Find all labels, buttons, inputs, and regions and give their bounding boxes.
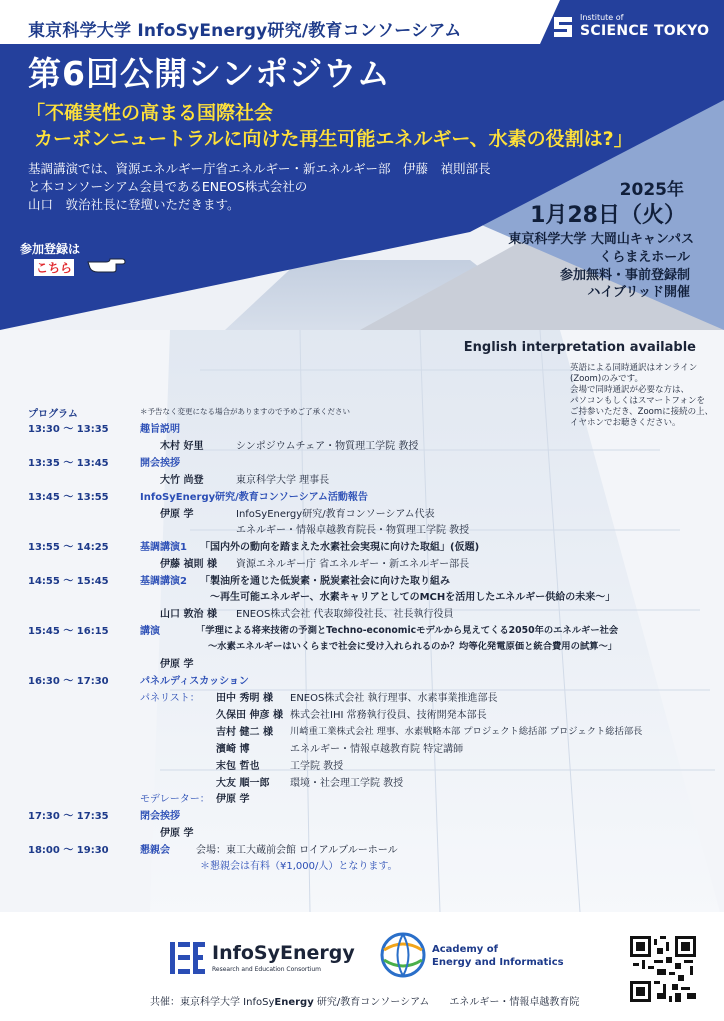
english-note-line: (Zoom)のみです。 bbox=[570, 374, 643, 384]
program-time: 18:00 ～ 19:30 bbox=[28, 845, 109, 856]
speaker-name: 伊藤 禎則 様 bbox=[160, 559, 217, 570]
venue-hall: くらまえホール bbox=[599, 250, 690, 265]
program-title: 懇親会 bbox=[140, 845, 170, 856]
program-time: 13:45 ～ 13:55 bbox=[28, 492, 109, 503]
event-date: 1月28日（火） bbox=[530, 203, 686, 228]
speaker-name: 伊原 学 bbox=[160, 659, 194, 670]
academy-logo bbox=[378, 930, 578, 980]
logo-big-text: SCIENCE TOKYO bbox=[580, 23, 710, 39]
program-time: 16:30 ～ 17:30 bbox=[28, 676, 109, 687]
talk-subtitle: ～水素エネルギーはいくらまで社会に受け入れられるのか？均等化発電原価と統合費用の試算～」 bbox=[208, 641, 618, 652]
program-time: 17:30 ～ 17:35 bbox=[28, 811, 109, 822]
panelist-affiliation: 株式会社IHI 常務執行役員、技術開発本部長 bbox=[290, 710, 487, 721]
talk-title: 「学理による将来技術の予測とTechno-economicモデルから見えてくる2050年のエネルギー社会 bbox=[196, 625, 619, 636]
program-time: 13:30 ～ 13:35 bbox=[28, 424, 109, 435]
theme-line-1: 「不確実性の高まる国際社会 bbox=[26, 102, 274, 124]
science-tokyo-mark-icon bbox=[552, 13, 574, 41]
talk-title: 「国内外の動向を踏まえた水素社会実現に向けた取組」(仮題) bbox=[200, 542, 480, 553]
registration-link[interactable] bbox=[20, 240, 130, 280]
venue-campus: 東京科学大学 大岡山キャンパス bbox=[508, 232, 694, 247]
event-year: 2025年 bbox=[619, 180, 684, 200]
theme-line-2: カーボンニュートラルに向けた再生可能エネルギー、水素の役割は?」 bbox=[34, 128, 633, 150]
admission-info: 参加無料・事前登録制 bbox=[559, 268, 690, 283]
speaker-name: 伊原 学 bbox=[160, 509, 194, 520]
panelist-affiliation: 工学院 教授 bbox=[290, 761, 344, 772]
cohost-bold: Energy bbox=[274, 997, 314, 1008]
program-title: 講演 bbox=[140, 626, 160, 637]
panelist-affiliation: エネルギー・情報卓越教育院 特定講師 bbox=[290, 744, 464, 755]
academy-globe-icon bbox=[378, 930, 428, 980]
panelist-name: 田中 秀明 様 bbox=[216, 693, 273, 704]
program-title: 閉会挨拶 bbox=[140, 811, 180, 822]
science-tokyo-logo bbox=[552, 10, 712, 44]
program-title: パネルディスカッション bbox=[140, 676, 249, 687]
intro-line-2: と本コンソーシアム会員であるENEOS株式会社の bbox=[28, 179, 308, 194]
academy-line-1: Academy of bbox=[432, 944, 498, 955]
talk-subtitle: ～再生可能エネルギー、水素キャリアとしてのMCHを活用したエネルギー供給の未来～」 bbox=[210, 592, 616, 603]
panelist-name: 末包 哲也 bbox=[216, 761, 260, 772]
talk-title: 「製油所を通じた低炭素・脱炭素社会に向けた取り組み bbox=[200, 576, 450, 587]
speaker-name: 伊原 学 bbox=[160, 828, 194, 839]
english-note-line: パソコンもしくはスマートフォンを bbox=[570, 396, 705, 406]
speaker-affiliation: ENEOS株式会社 代表取締役社長、社長執行役員 bbox=[236, 609, 454, 620]
panelist-label: パネリスト： bbox=[140, 693, 200, 704]
speaker-affiliation: InfoSyEnergy研究/教育コンソーシアム代表 bbox=[236, 509, 435, 520]
panelist-affiliation: 環境・社会理工学院 教授 bbox=[290, 778, 404, 789]
organizer-line: 東京科学大学 InfoSyEnergy研究/教育コンソーシアム bbox=[28, 21, 462, 41]
panelist-name: 吉村 健二 様 bbox=[216, 727, 273, 738]
speaker-affiliation: シンポジウムチェア・物質理工学院 教授 bbox=[236, 441, 419, 452]
speaker-affiliation: エネルギー・情報卓越教育院長・物質理工学院 教授 bbox=[236, 525, 470, 536]
registration-label: 参加登録は bbox=[20, 242, 81, 256]
speaker-name: 山口 敦治 様 bbox=[160, 609, 217, 620]
english-note-line: イヤホンでお聴きください。 bbox=[570, 418, 681, 428]
english-note-line: 会場で同時通訳が必要な方は、 bbox=[570, 385, 690, 395]
qr-code-icon[interactable] bbox=[630, 936, 696, 1002]
speaker-name: 大竹 尚登 bbox=[160, 475, 204, 486]
panelist-name: 久保田 伸彦 様 bbox=[216, 710, 283, 721]
moderator-name: 伊原 学 bbox=[216, 794, 250, 805]
speaker-name: 木村 好里 bbox=[160, 441, 204, 452]
pointing-hand-icon bbox=[86, 250, 126, 274]
program-time: 13:55 ～ 14:25 bbox=[28, 542, 109, 553]
program-note: ＊予告なく変更になる場合がありますので予めご了承ください bbox=[140, 407, 350, 416]
cohost-rest: 研究/教育コンソーシアム エネルギー・情報卓越教育院 bbox=[313, 997, 580, 1008]
cohost-prefix: 共催：東京科学大学 InfoSy bbox=[150, 997, 275, 1008]
intro-line-1: 基調講演では、資源エネルギー庁省エネルギー・新エネルギー部 伊藤 禎則部長 bbox=[28, 161, 491, 176]
program-title: 趣旨説明 bbox=[140, 424, 180, 435]
panelist-affiliation: ENEOS株式会社 執行理事、水素事業推進部長 bbox=[290, 693, 498, 704]
program-title: InfoSyEnergy研究/教育コンソーシアム活動報告 bbox=[140, 492, 368, 503]
event-title: 第6回公開シンポジウム bbox=[28, 54, 391, 93]
speaker-affiliation: 東京科学大学 理事長 bbox=[236, 475, 330, 486]
program-time: 14:55 ～ 15:45 bbox=[28, 576, 109, 587]
speaker-affiliation: 資源エネルギー庁 省エネルギー・新エネルギー部長 bbox=[236, 559, 470, 570]
english-note-line: ご持参いただき、Zoomに接続の上、 bbox=[570, 407, 714, 417]
cohost-line bbox=[150, 993, 579, 1008]
panelist-affiliation: 川崎重工業株式会社 理事、水素戦略本部 プロジェクト総括部 プロジェクト総括部長 bbox=[290, 726, 643, 737]
ise-name: InfoSyEnergy bbox=[212, 942, 355, 964]
logo-small-text: Institute of bbox=[580, 13, 624, 22]
program-time: 13:35 ～ 13:45 bbox=[28, 458, 109, 469]
program-title: 基調講演2 bbox=[140, 576, 187, 587]
academy-line-2: Energy and Informatics bbox=[432, 957, 564, 968]
ise-subtitle: Research and Education Consortium bbox=[212, 966, 321, 973]
moderator-label: モデレーター： bbox=[140, 794, 210, 805]
english-interpretation-title: English interpretation available bbox=[463, 340, 696, 355]
reception-venue: 会場：東工大蔵前会館 ロイアルブルーホール bbox=[196, 845, 398, 856]
program-title: 開会挨拶 bbox=[140, 458, 180, 469]
hybrid-info: ハイブリッド開催 bbox=[587, 285, 690, 300]
program-heading: プログラム bbox=[28, 409, 78, 420]
reception-fee: ＊懇親会は有料（¥1,000/人）となります。 bbox=[200, 861, 398, 872]
ise-mark-icon bbox=[168, 938, 208, 978]
english-note-line: 英語による同時通訳はオンライン bbox=[570, 363, 698, 373]
intro-line-3: 山口 敦治社長に登壇いただきます。 bbox=[28, 197, 240, 212]
registration-here-link[interactable]: こちら bbox=[36, 261, 73, 275]
infosyenergy-logo bbox=[168, 938, 355, 978]
program-title: 基調講演1 bbox=[140, 542, 187, 553]
panelist-name: 大友 順一郎 bbox=[216, 778, 270, 789]
panelist-name: 濱崎 博 bbox=[216, 744, 250, 755]
program-time: 15:45 ～ 16:15 bbox=[28, 626, 109, 637]
